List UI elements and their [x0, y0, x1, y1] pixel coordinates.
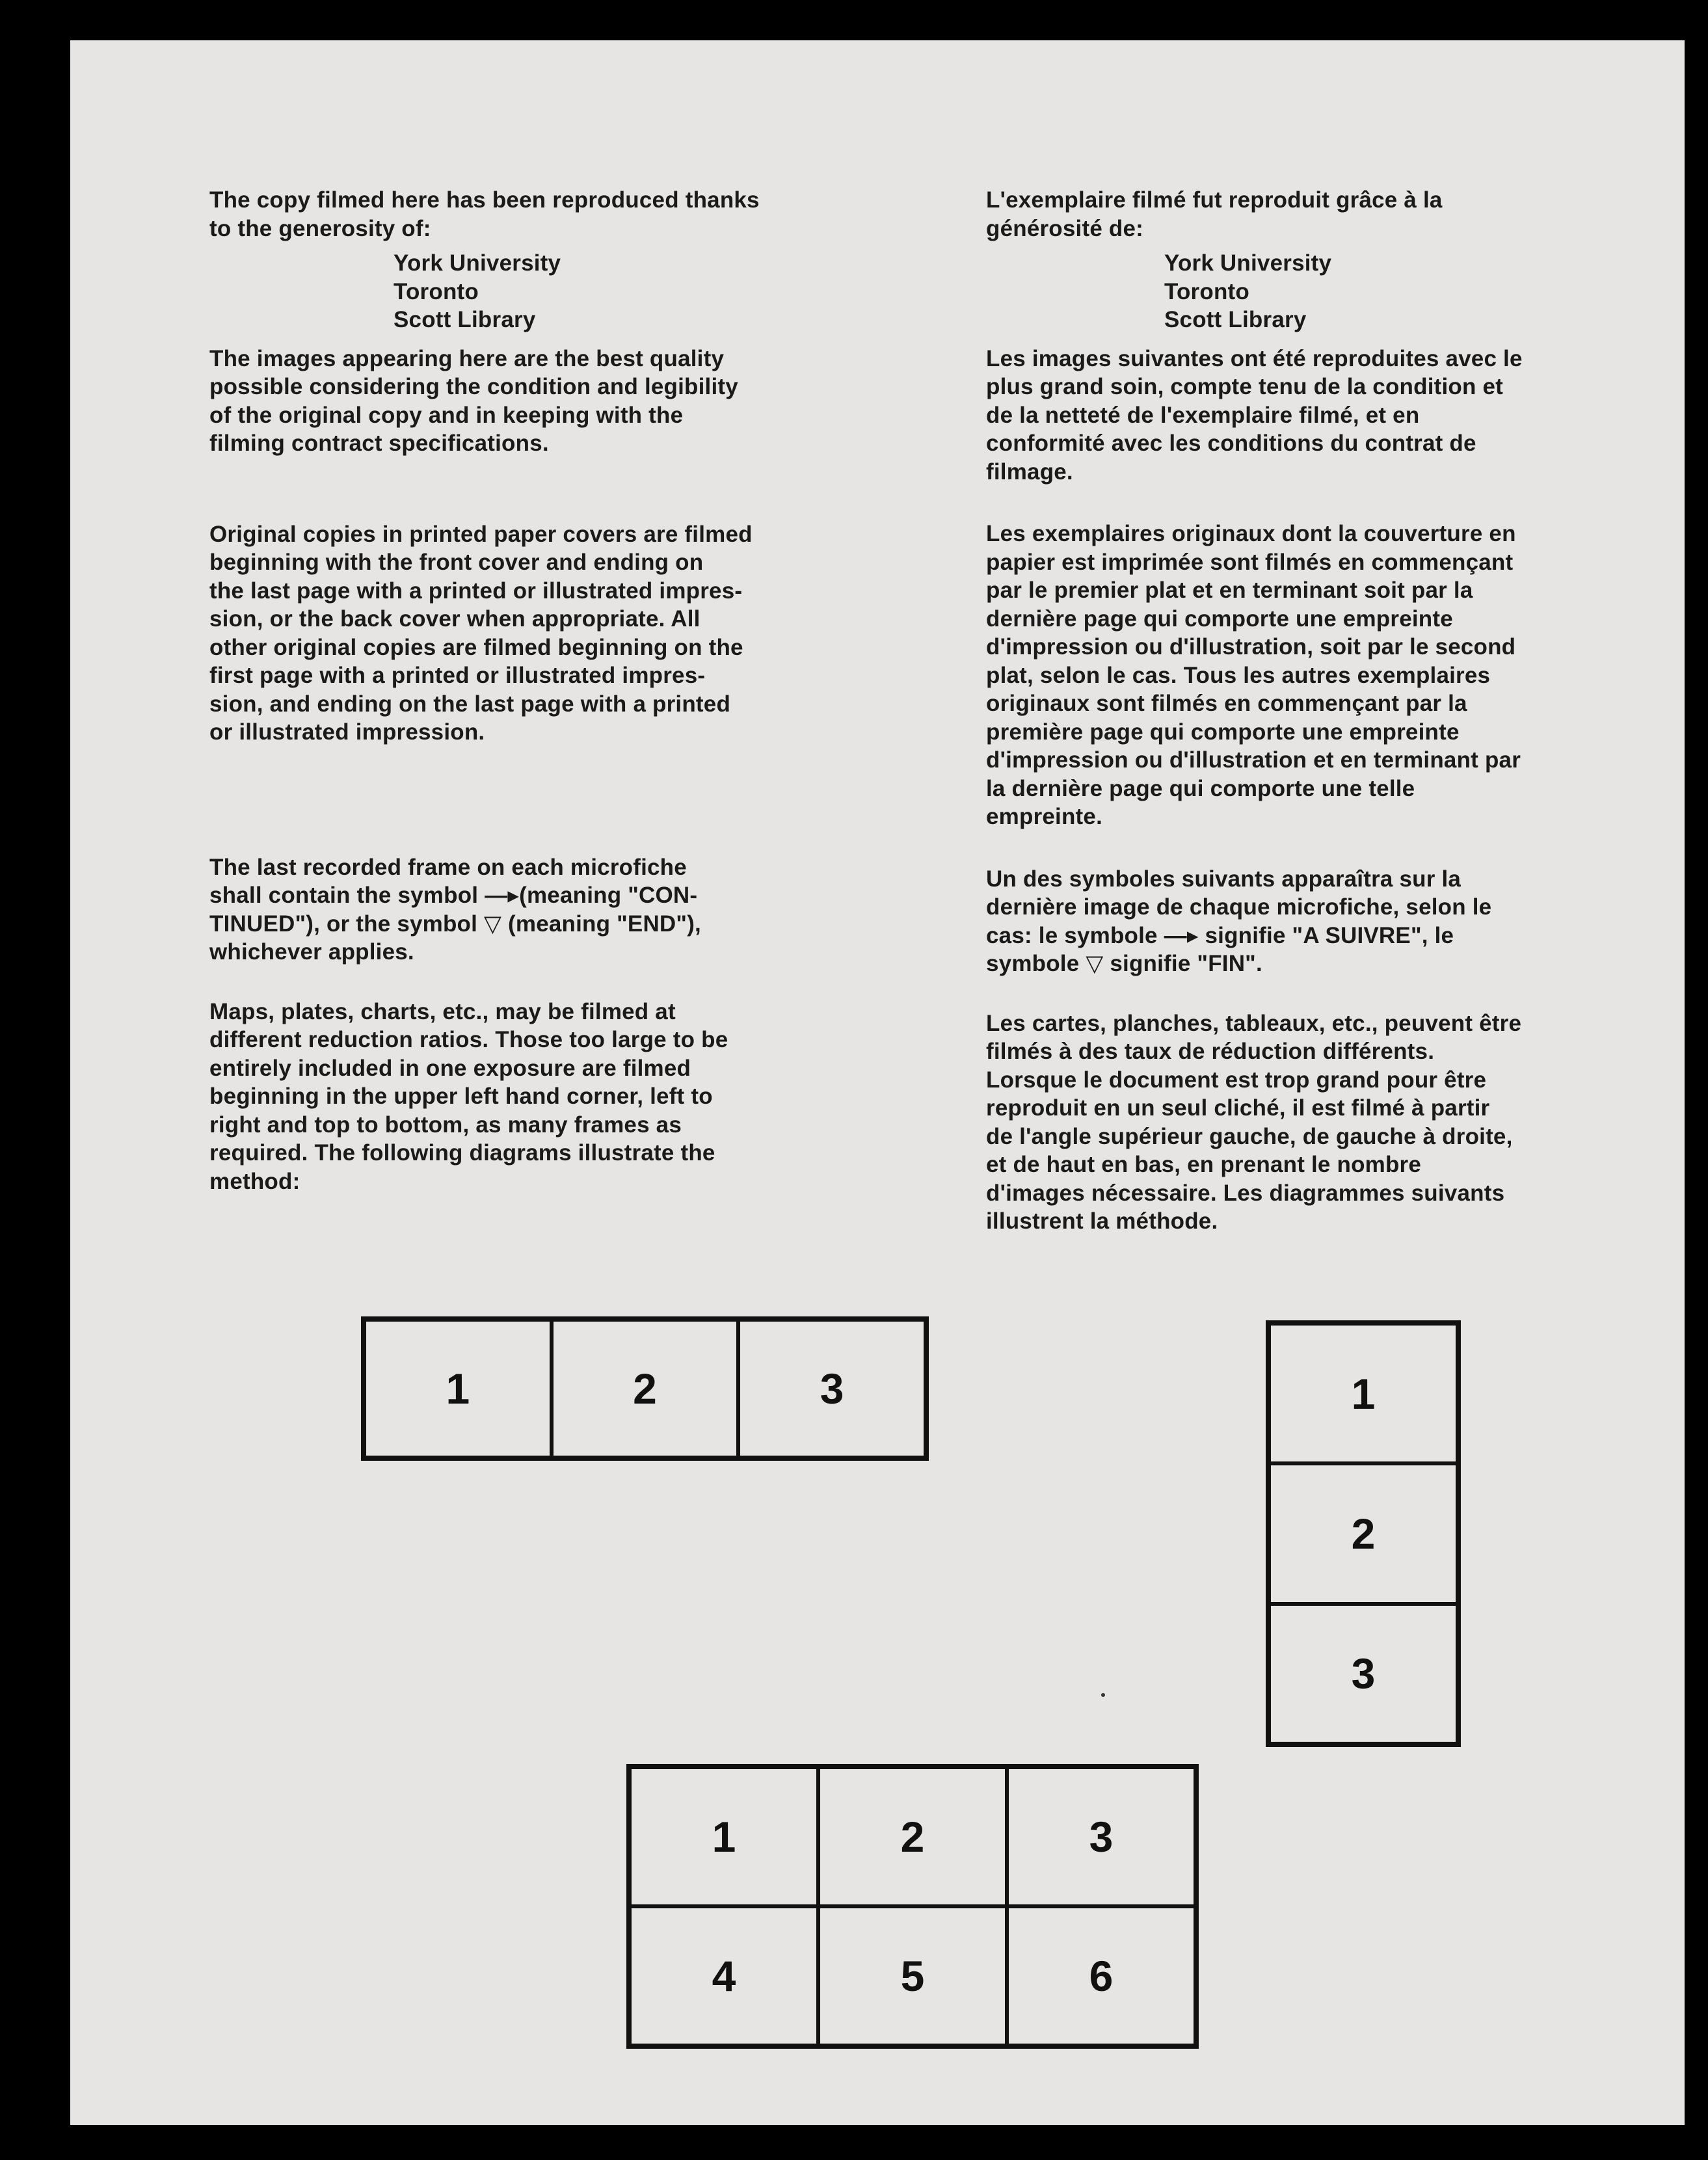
french-library-credit: York University Toronto Scott Library — [1164, 250, 1332, 332]
french-symbols-note: Un des symboles suivants apparaîtra sur la dernière image de chaque microfiche, selon le cas: le symbole —▸ signifie "A SUIVRE", le symbole ▽ signifie "FIN". — [986, 866, 1492, 976]
frame-cell: 2 — [818, 1767, 1007, 1906]
english-originals-note: Original copies in printed paper covers are filmed beginning with the front cover and ending on the last page with a printed or illustrated impres- sion, or the back cover when appropriate. All other original copies are filmed beginning on the first page with a printed or illustrated impres- sion, and ending on the last page with a printed or illustrated impression. — [209, 521, 753, 745]
frame-cell: 3 — [738, 1320, 926, 1458]
dust-speck — [1101, 1693, 1105, 1697]
english-intro: The copy filmed here has been reproduced thanks to the generosity of: — [209, 187, 760, 241]
frame-cell: 5 — [818, 1906, 1007, 2046]
frame-cell: 4 — [630, 1906, 818, 2046]
french-column — [986, 186, 1636, 1236]
english-column — [209, 186, 860, 1195]
english-library-credit: York University Toronto Scott Library — [394, 250, 561, 332]
french-intro: L'exemplaire filmé fut reproduit grâce à la générosité de: — [986, 187, 1443, 241]
frame-cell: 1 — [630, 1767, 818, 1906]
vertical-frames-diagram — [1266, 1320, 1461, 1747]
french-quality-note: Les images suivantes ont été reproduites avec le plus grand soin, compte tenu de la condition et de la netteté de l'exemplaire filmé, et en conformité avec les conditions du contrat de filmage. — [986, 345, 1523, 485]
frame-cell: 2 — [552, 1320, 739, 1458]
frame-cell: 1 — [1269, 1324, 1458, 1463]
frame-cell: 3 — [1269, 1604, 1458, 1744]
frame-cell: 1 — [364, 1320, 552, 1458]
frame-cell: 6 — [1007, 1906, 1195, 2046]
french-maps-note: Les cartes, planches, tableaux, etc., peuvent être filmés à des taux de réduction différents. Lorsque le document est trop grand pour être reproduit en un seul cliché, il est filmé à partir de l'angle supérieur gauche, de gauche à droite, et de haut en bas, en prenant le nombre d'images nécessaire. Les diagrammes suivants illustrent la méthode. — [986, 1010, 1522, 1234]
frame-cell: 3 — [1007, 1767, 1195, 1906]
horizontal-frames-diagram — [361, 1316, 929, 1461]
french-originals-note: Les exemplaires originaux dont la couverture en papier est imprimée sont filmés en commençant par le premier plat et en terminant soit par la dernière page qui comporte une empreinte d'impression ou d'illustration, soit par le second plat, selon le cas. Tous les autres exemplaires originaux sont filmés en commençant par la première page qui comporte une empreinte d'impression ou d'illustration et en terminant par la dernière page qui comporte une telle empreinte. — [986, 521, 1521, 829]
grid-frames-diagram — [626, 1764, 1199, 2049]
microfiche-target-page — [70, 40, 1685, 2125]
english-symbols-note: The last recorded frame on each microfiche shall contain the symbol —▸(meaning "CON- TINUED"), or the symbol ▽ (meaning "END"), whichever applies. — [209, 854, 701, 965]
english-maps-note: Maps, plates, charts, etc., may be filmed at different reduction ratios. Those too large to be entirely included in one exposure are filmed beginning in the upper left hand corner, left to right and top to bottom, as many frames as required. The following diagrams illustrate the method: — [209, 998, 728, 1194]
frame-cell: 2 — [1269, 1463, 1458, 1603]
english-quality-note: The images appearing here are the best quality possible considering the condition and legibility of the original copy and in keeping with the filming contract specifications. — [209, 345, 738, 456]
